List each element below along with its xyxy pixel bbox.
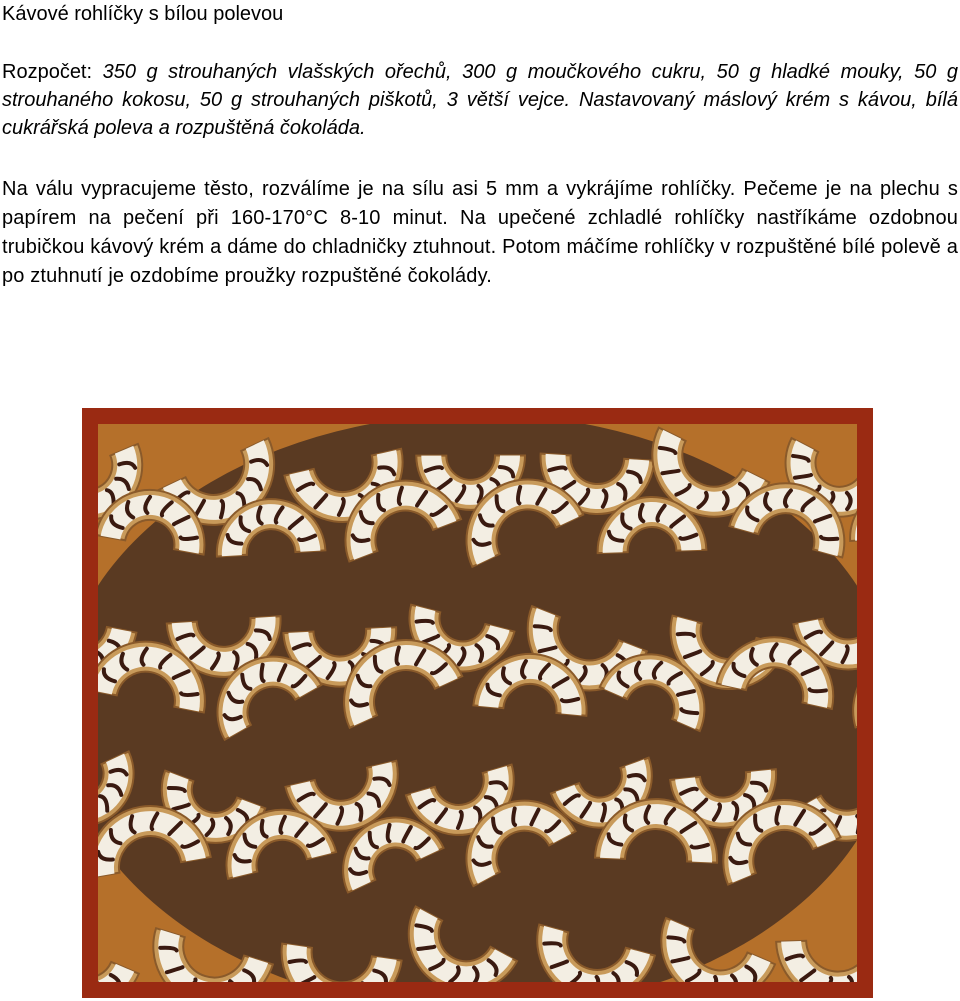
method-paragraph: Na válu vypracujeme těsto, rozválíme je na sílu asi 5 mm a vykrájíme rohlíčky. Pečeme je na plechu s papírem na pečení při 160-170°C 8-10 minut. Na upečené zchladlé rohlíčky nastříkáme ozdobnou trubičkou kávový krém a dáme do chladničky ztuhnout. Potom máčíme rohlíčky v rozpuštěné bílé polevě a po ztuhnutí je ozdobíme proužky rozpuštěné čokolády. [2,178,958,287]
cookies-illustration [98,424,857,982]
ingredients-lead: Rozpočet: [2,61,93,83]
ingredients-list: 350 g strouhaných vlašských ořechů, 300 g moučkového cukru, 50 g hladké mouky, 50 g strouhaného kokosu, 50 g strouhaných piškotů, 3 větší vejce. Nastavovaný máslový krém s kávou, bílá cukrářská poleva a rozpuštěná čokoláda. [2,61,958,139]
recipe-title: Kávové rohlíčky s bílou polevou [2,3,284,25]
cookies-photo [82,408,873,998]
ingredients-paragraph [2,58,958,142]
